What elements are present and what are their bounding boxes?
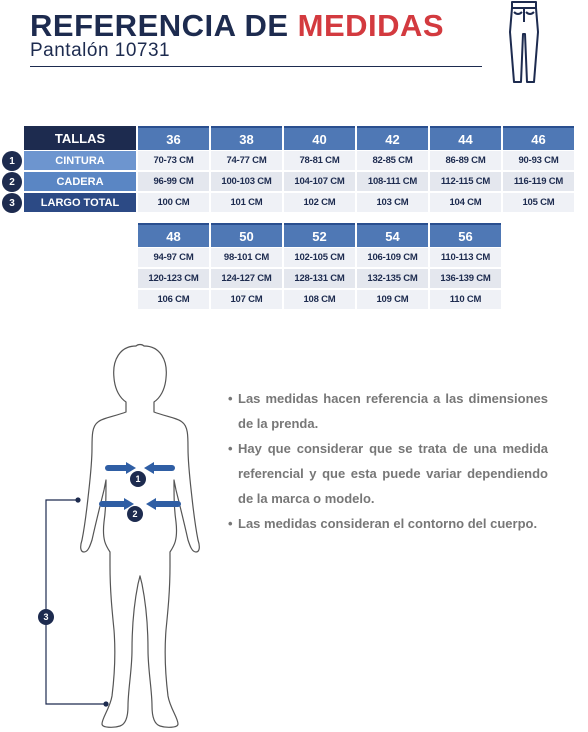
marker-2: 2 — [127, 506, 143, 522]
value-cadera-38: 100-103 CM — [211, 172, 282, 191]
notes-list — [228, 386, 548, 536]
length-bracket — [46, 498, 108, 706]
value-cadera-52: 128-131 CM — [284, 269, 355, 288]
marker-1: 1 — [130, 471, 146, 487]
pants-icon — [502, 0, 546, 86]
size-header-40: 40 — [284, 126, 355, 150]
value-cadera-56: 136-139 CM — [430, 269, 501, 288]
size-header-36: 36 — [138, 126, 209, 150]
note-item: • Las medidas consideran el contorno del cuerpo. — [228, 516, 538, 531]
value-cadera-36: 96-99 CM — [138, 172, 209, 191]
value-cintura-52: 102-105 CM — [284, 248, 355, 267]
value-cadera-44: 112-115 CM — [430, 172, 501, 191]
size-header-48: 48 — [138, 223, 209, 247]
row-label-cintura: CINTURA — [24, 151, 136, 170]
title-accent: MEDIDAS — [297, 8, 445, 43]
row-number-1: 1 — [2, 151, 22, 171]
value-cintura-40: 78-81 CM — [284, 151, 355, 170]
value-cintura-50: 98-101 CM — [211, 248, 282, 267]
size-header-44: 44 — [430, 126, 501, 150]
size-header-52: 52 — [284, 223, 355, 247]
value-cadera-48: 120-123 CM — [138, 269, 209, 288]
size-header-50: 50 — [211, 223, 282, 247]
body-figure — [40, 340, 240, 732]
value-largo-40: 102 CM — [284, 193, 355, 212]
sizes-header: TALLAS — [24, 126, 136, 150]
row-label-cadera: CADERA — [24, 172, 136, 191]
row-label-largo: LARGO TOTAL — [24, 193, 136, 212]
value-cintura-42: 82-85 CM — [357, 151, 428, 170]
value-largo-36: 100 CM — [138, 193, 209, 212]
value-cintura-44: 86-89 CM — [430, 151, 501, 170]
value-largo-52: 108 CM — [284, 290, 355, 309]
value-largo-38: 101 CM — [211, 193, 282, 212]
note-item: • Las medidas hacen referencia a las dimensiones de la prenda. — [228, 391, 548, 431]
value-largo-56: 110 CM — [430, 290, 501, 309]
page-subtitle: Pantalón 10731 — [30, 40, 171, 61]
title-main: REFERENCIA DE — [30, 8, 298, 43]
size-header-56: 56 — [430, 223, 501, 247]
value-cadera-46: 116-119 CM — [503, 172, 574, 191]
value-largo-46: 105 CM — [503, 193, 574, 212]
size-header-42: 42 — [357, 126, 428, 150]
value-cintura-36: 70-73 CM — [138, 151, 209, 170]
value-cadera-40: 104-107 CM — [284, 172, 355, 191]
value-cintura-56: 110-113 CM — [430, 248, 501, 267]
row-number-3: 3 — [2, 193, 22, 213]
value-cintura-38: 74-77 CM — [211, 151, 282, 170]
value-cintura-46: 90-93 CM — [503, 151, 574, 170]
value-cintura-48: 94-97 CM — [138, 248, 209, 267]
value-cadera-50: 124-127 CM — [211, 269, 282, 288]
value-cadera-54: 132-135 CM — [357, 269, 428, 288]
note-item: • Hay que considerar que se trata de una medida referencial y que esta puede variar dependiendo de la marca o modelo. — [228, 441, 548, 506]
value-cadera-42: 108-111 CM — [357, 172, 428, 191]
value-largo-50: 107 CM — [211, 290, 282, 309]
row-number-2: 2 — [2, 172, 22, 192]
value-largo-54: 109 CM — [357, 290, 428, 309]
size-header-46: 46 — [503, 126, 574, 150]
value-largo-42: 103 CM — [357, 193, 428, 212]
value-largo-44: 104 CM — [430, 193, 501, 212]
marker-3: 3 — [38, 609, 54, 625]
size-header-38: 38 — [211, 126, 282, 150]
title-divider — [30, 66, 482, 67]
page-title — [30, 8, 444, 44]
value-cintura-54: 106-109 CM — [357, 248, 428, 267]
size-header-54: 54 — [357, 223, 428, 247]
value-largo-48: 106 CM — [138, 290, 209, 309]
